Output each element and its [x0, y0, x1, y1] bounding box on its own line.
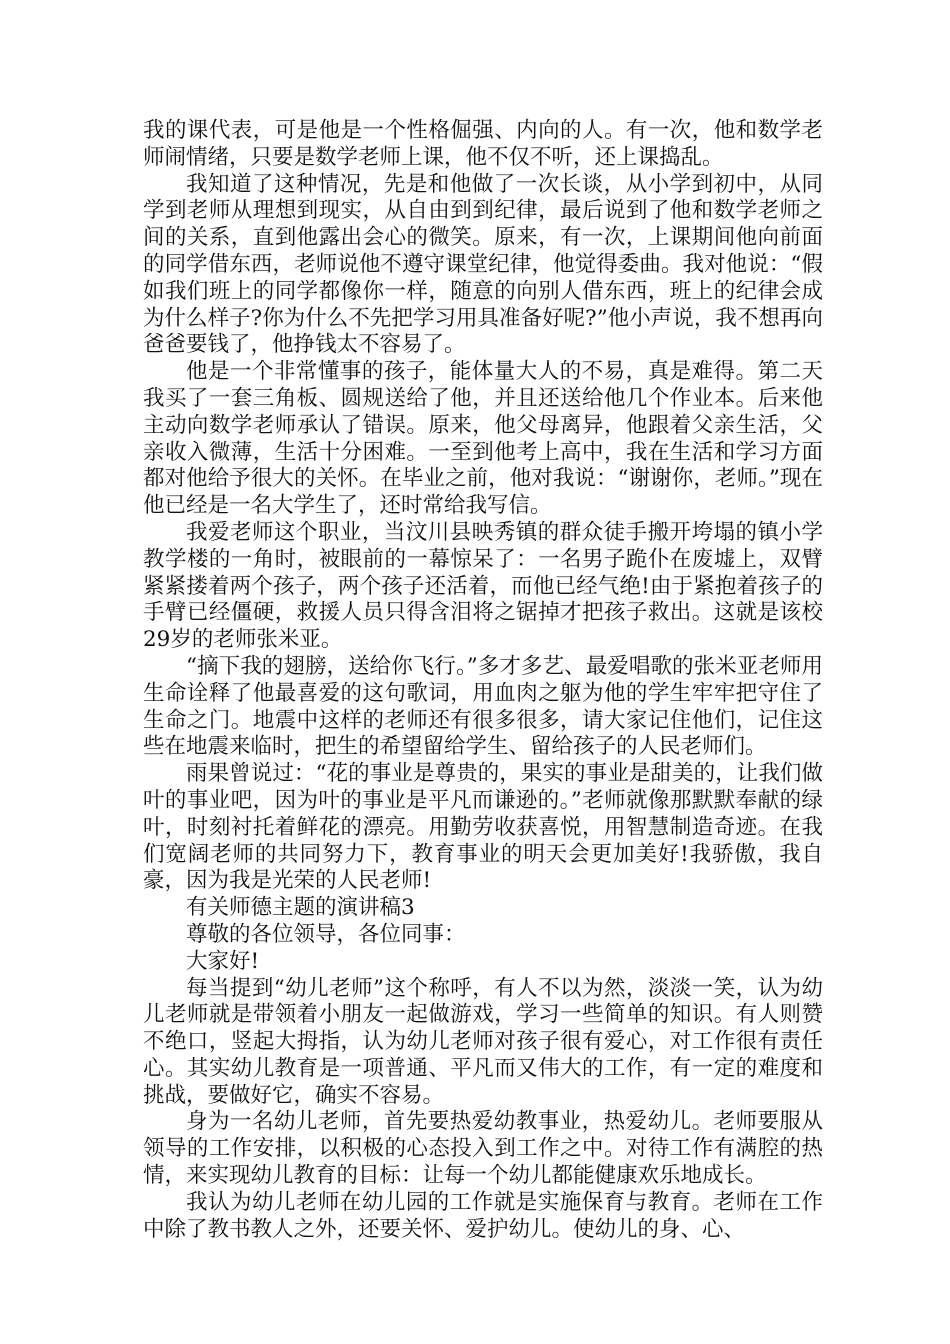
paragraph: “摘下我的翅膀，送给你飞行。”多才多艺、最爱唱歌的张米亚老师用生命诠释了他最喜爱的这句歌词，用血肉之躯为他的学生牢牢把守住了生命之门。地震中这样的老师还有很多很多，请大家记住他们，记住这些在地震来临时，把生的希望留给学生、留给孩子的人民老师们。	[143, 653, 823, 760]
paragraph: 身为一名幼儿老师，首先要热爱幼教事业，热爱幼儿。老师要服从领导的工作安排，以积极的心态投入到工作之中。对待工作有满腔的热情，来实现幼儿教育的目标：让每一个幼儿都能健康欢乐地成长。	[143, 1109, 823, 1189]
salutation: 尊敬的各位领导，各位同事：	[186, 921, 466, 947]
paragraph: 我的课代表，可是他是一个性格倔强、内向的人。有一次，他和数学老师闹情绪，只要是数学老师上课，他不仅不听，还上课捣乱。	[143, 118, 823, 170]
paragraph: 雨果曾说过：“花的事业是尊贵的，果实的事业是甜美的，让我们做叶的事业吧，因为叶的事业是平凡而谦逊的。”老师就像那默默奉献的绿叶，时刻衬托着鲜花的漂亮。用勤劳收获喜悦，用智慧制造奇迹。在我们宽阔老师的共同努力下，教育事业的明天会更加美好!我骄傲，我自豪，因为我是光荣的人民老师!	[143, 761, 823, 894]
paragraph: 我认为幼儿老师在幼儿园的工作就是实施保育与教育。老师在工作中除了教书教人之外，还要关怀、爱护幼儿。使幼儿的身、心、	[143, 1189, 823, 1242]
paragraph: 我爱老师这个职业，当汶川县映秀镇的群众徒手搬开垮塌的镇小学教学楼的一角时，被眼前的一幕惊呆了：一名男子跪仆在废墟上，双臂紧紧搂着两个孩子，两个孩子还活着，而他已经气绝!由于紧抱着孩子的手臂已经僵硬，救援人员只得含泪将之锯掉才把孩子救出。这就是该校29岁的老师张米亚。	[143, 519, 823, 653]
paragraph: 我知道了这种情况，先是和他做了一次长谈，从小学到初中，从同学到老师从理想到现实，从自由到到纪律，最后说到了他和数学老师之间的关系，直到他露出会心的微笑。原来，有一次，上课期间他向前面的同学借东西，老师说他不遵守课堂纪律，他觉得委曲。我对他说：“假如我们班上的同学都像你一样，随意的向别人借东西，班上的纪律会成为什么样子?你为什么不先把学习用具准备好呢?”他小声说，我不想再向爸爸要钱了，他挣钱太不容易了。	[143, 171, 823, 358]
paragraph: 每当提到“幼儿老师”这个称呼，有人不以为然，淡淡一笑，认为幼儿老师就是带领着小朋友一起做游戏，学习一些简单的知识。有人则赞不绝口，竖起大拇指，认为幼儿老师对孩子很有爱心，对工作很有责任心。其实幼儿教育是一项普通、平凡而又伟大的工作，有一定的难度和挑战，要做好它，确实不容易。	[143, 975, 823, 1108]
paragraph: 他是一个非常懂事的孩子，能体量大人的不易，真是难得。第二天我买了一套三角板、圆规送给了他，并且还送给他几个作业本。后来他主动向数学老师承认了错误。原来，他父母离异，他跟着父亲生活，父亲收入微薄，生活十分困难。一至到他考上高中，我在生活和学习方面都对他给予很大的关怀。在毕业之前，他对我说：“谢谢你，老师。”现在他已经是一名大学生了，还时常给我写信。	[143, 359, 823, 519]
document-body	[143, 118, 823, 1243]
greeting: 大家好!	[186, 948, 260, 974]
section-heading: 有关师德主题的演讲稿3	[186, 895, 415, 921]
